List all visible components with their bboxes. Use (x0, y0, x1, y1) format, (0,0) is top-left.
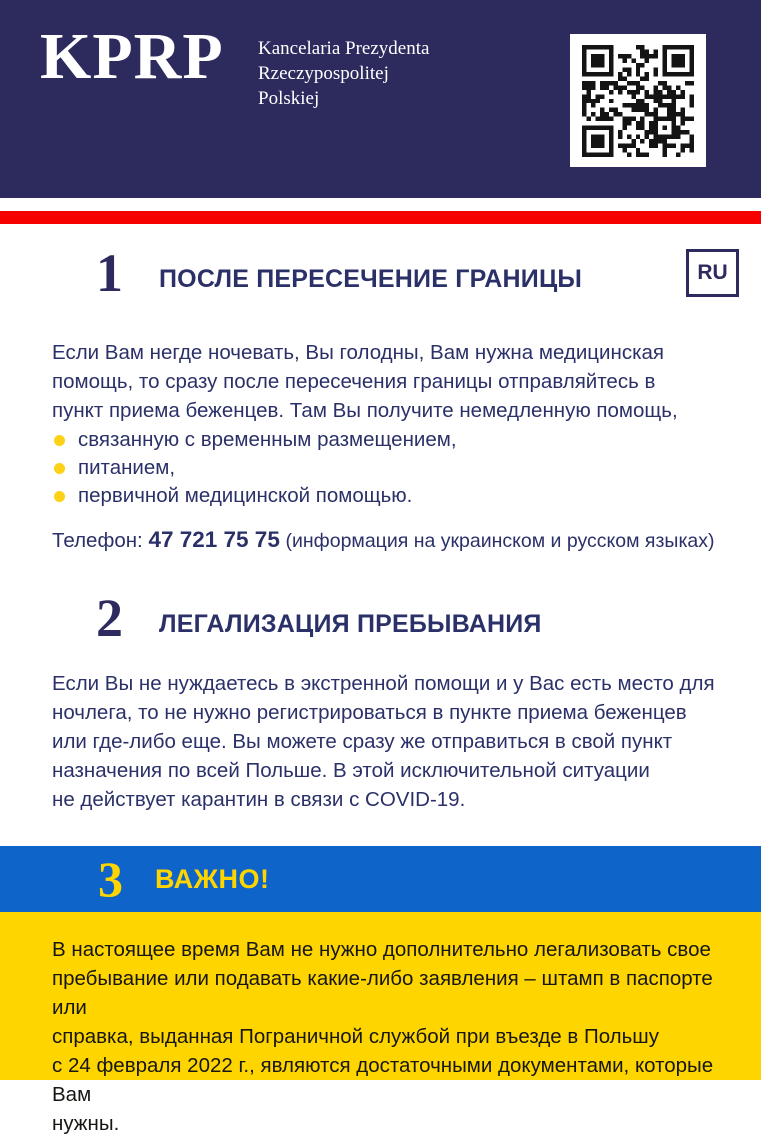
section-2-body: Если Вы не нуждаетесь в экстренной помощи и у Вас есть место для ночлега, то не нужно регистрироваться в пункте приема беженцев или где-либо еще. Вы можете сразу же отправиться в свой пункт назначения по всей Польше. В этой исключительной ситуации не действует карантин в связи с COVID-19. (52, 672, 715, 811)
section-3-number: 3 (98, 851, 123, 907)
section-1-title: ПОСЛЕ ПЕРЕСЕЧЕНИЕ ГРАНИЦЫ (159, 265, 583, 293)
bullet-dot-icon (54, 435, 65, 446)
bullet-text: связанную с временным размещением, (78, 428, 457, 451)
bullet-text: питанием, (78, 456, 176, 479)
section-2-number: 2 (96, 588, 123, 648)
phone-label: Телефон: (52, 529, 143, 552)
phone-line (52, 527, 761, 553)
kprp-logo: KPRP (40, 20, 224, 93)
section-3-body: В настоящее время Вам не нужно дополнительно легализовать свое пребывание или подавать какие-либо заявления – штамп в паспорте или справка, выданная Пограничной службой при въезде в Польшу с 24 февраля 2022 г., являются достаточными документами, которые Вам нужны. (52, 938, 714, 1135)
bullet-text: первичной медицинской помощью. (78, 484, 413, 507)
section-1-number: 1 (96, 243, 123, 303)
section-3-title: ВАЖНО! (155, 863, 270, 894)
list-item (54, 454, 761, 482)
section-2-header (0, 553, 761, 648)
notice-band (0, 912, 761, 1135)
phone-number: 47 721 75 75 (148, 527, 280, 552)
org-name: Kancelaria Prezydenta Rzeczypospolitej Polskiej (258, 38, 430, 109)
important-band (0, 846, 761, 912)
bullet-dot-icon (54, 463, 65, 474)
bullet-list (54, 426, 761, 510)
phone-note: (информация на украинском и русском языках) (285, 530, 715, 552)
qr-code-icon (570, 34, 706, 167)
section-2-title: ЛЕГАЛИЗАЦИЯ ПРЕБЫВАНИЯ (159, 610, 542, 638)
flag-stripe-red (0, 211, 761, 224)
flag-stripe-white (0, 198, 761, 211)
list-item (54, 426, 761, 454)
section-1-body: Если Вам негде ночевать, Вы голодны, Вам нужна медицинская помощь, то сразу после пересечения границы отправляйтесь в пункт приема беженцев. Там Вы получите немедленную помощь, (52, 341, 678, 422)
language-badge: RU (686, 249, 739, 297)
bullet-dot-icon (54, 491, 65, 502)
list-item (54, 482, 761, 510)
section-1-header (0, 224, 761, 303)
header (0, 0, 761, 198)
content (0, 224, 761, 846)
